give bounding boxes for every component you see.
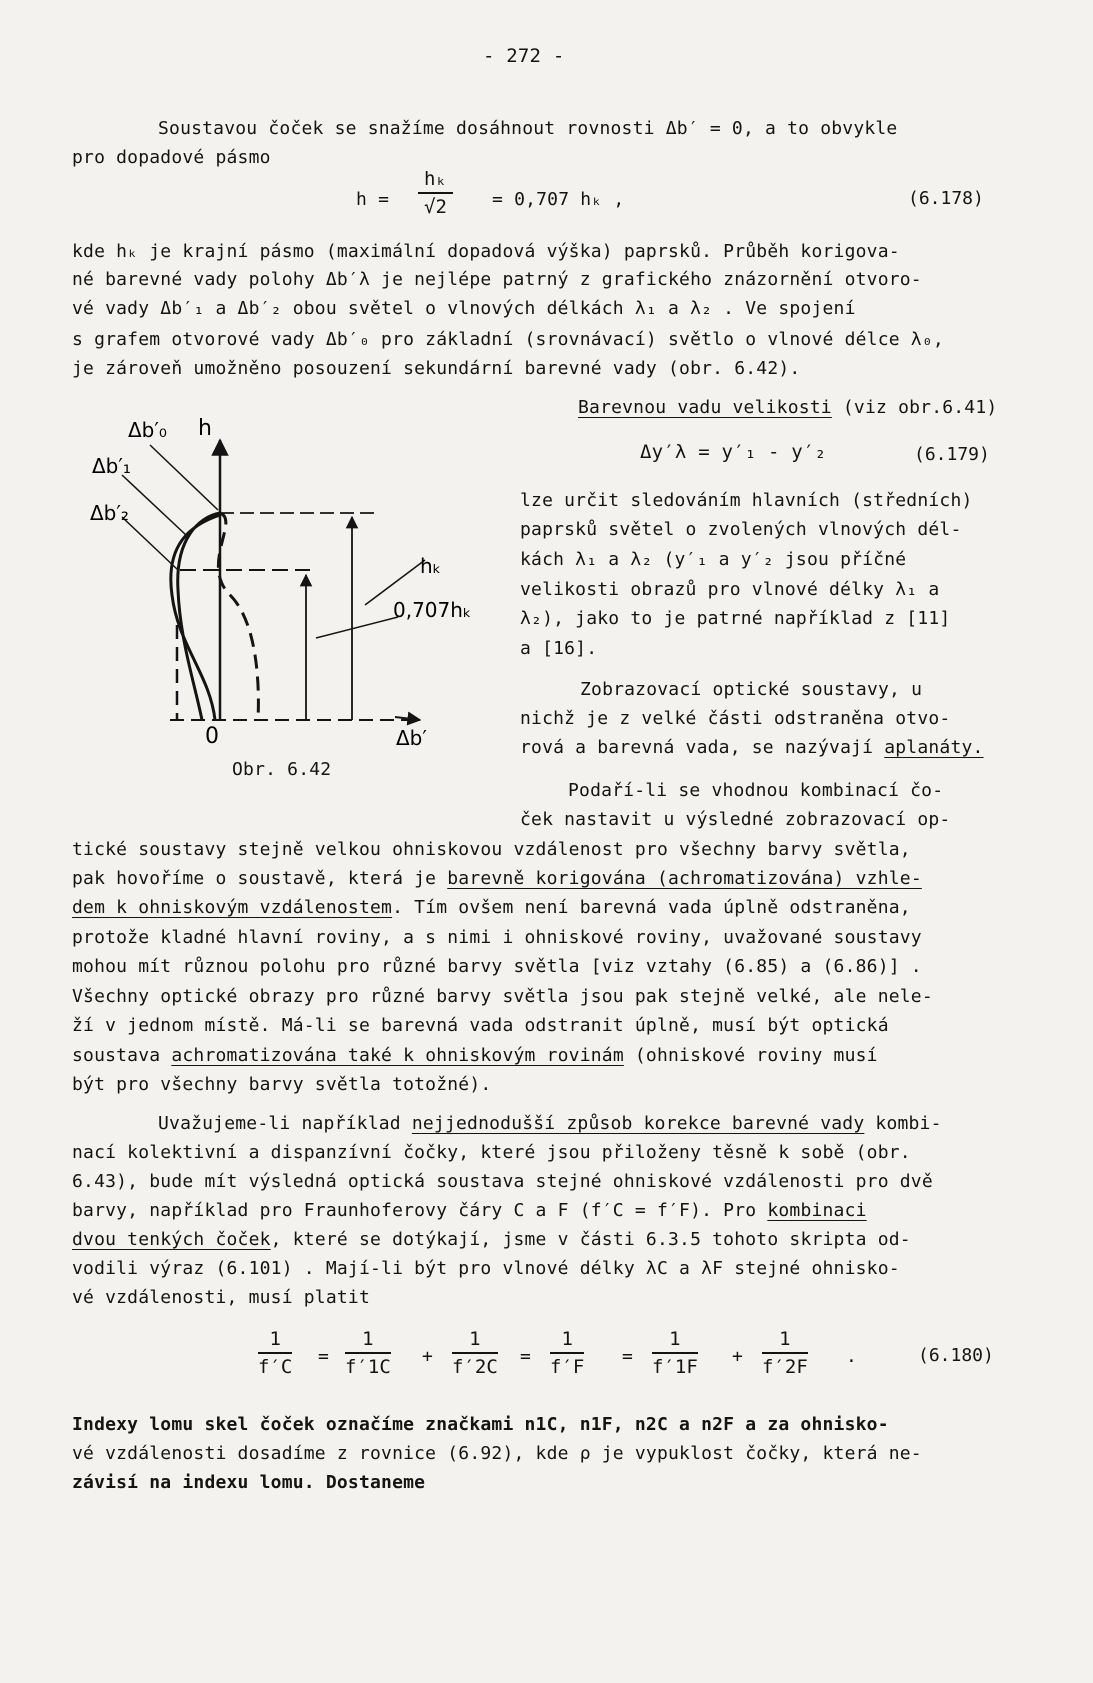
label-hk: hₖ [420,554,442,578]
para4-line-1 [158,1112,942,1136]
para3-line-7: ží v jednom místě. Má-li se barevná vada odstranit úplně, musí být optická [72,1015,889,1036]
eq-180-num-3: 1 [452,1328,498,1354]
eq-180-op-1: = [318,1346,330,1367]
para3-line-8 [72,1044,878,1068]
final-line-1: Indexy lomu skel čoček označíme značkami n1C, n1F, n2C a n2F a za ohnisko- [72,1414,889,1435]
label-b2: Δb′₂ [90,501,129,525]
eq-178-numerator: hₖ [418,168,453,194]
eq-180-number: (6.180) [918,1345,994,1366]
eq-179-number: (6.179) [914,444,990,465]
para4-line-5 [72,1228,911,1252]
right-line-6: a [16]. [520,638,598,659]
aplanaty-term: aplanáty. [884,737,984,758]
para1-line-5: je zároveň umožněno posouzení sekundární barevné vady (obr. 6.42). [72,358,801,379]
eq-180-op-4: = [622,1346,634,1367]
eq-180-den-3: f′2C [452,1356,498,1378]
eq-178-number: (6.178) [908,188,984,209]
eq-180-num-5: 1 [652,1328,698,1354]
right-line-1: lze určit sledováním hlavních (středních) [520,490,973,511]
para3-line-3-text: . Tím ovšem není barevná vada úplně odstraněna, [392,897,911,918]
right-heading-rest: (viz obr.6.41) [831,397,998,418]
para4-term-correction: nejjednodušší způsob korekce barevné vady [411,1113,865,1134]
para3-line-5: mohou mít různou polohu pro různé barvy světla [viz vztahy (6.85) a (6.86)] . [72,956,922,977]
label-h: h [198,416,212,441]
figure-6-42 [80,395,580,775]
label-b1: Δb′₁ [92,454,131,478]
eq-180-frac-6 [762,1328,808,1378]
right-para3-line-1: Podaří-li se vhodnou kombinací čo- [568,780,944,801]
right-para3-line-2: ček nastavit u výsledné zobrazovací op- [520,809,951,830]
para3-line-8-b: (ohniskové roviny musí [623,1045,878,1066]
right-line-3: kách λ₁ a λ₂ (y′₁ a y′₂ jsou příčné [520,549,907,570]
para3-line-4: protože kladné hlavní roviny, a s nimi i ohniskové roviny, uvažované soustavy [72,927,922,948]
para4-line-4 [72,1199,867,1223]
eq-180-den-6: f′2F [762,1356,808,1378]
para4-line-2: nací kolektivní a dispanzívní čočky, které jsou přiloženy těsně k sobě (obr. [72,1142,911,1163]
right-para2-line-2: nichž je z velké části odstraněna otvo- [520,708,951,729]
para3-line-3 [72,896,911,920]
para4-term-combination: kombinaci [767,1200,867,1221]
para4-term-thin-lenses: dvou tenkých čoček [72,1229,271,1250]
eq-180-op-2: + [422,1346,434,1367]
right-para2-line-1: Zobrazovací optické soustavy, u [580,679,923,700]
figure-caption: Obr. 6.42 [232,759,332,780]
right-line-4: velikosti obrazů pro vlnové délky λ₁ a [520,579,940,600]
para3-line-1: tické soustavy stejně velkou ohniskovou vzdálenost pro všechny barvy světla, [72,839,911,860]
para1-line-1: kde hₖ je krajní pásmo (maximální dopadová výška) paprsků. Průběh korigova- [72,241,900,262]
para3-line-8-a: soustava [72,1045,172,1066]
para1-line-2: né barevné vady polohy Δb′λ je nejlépe patrný z grafického znázornění otvoro- [72,269,922,290]
page-number: - 272 - [483,45,565,67]
para4-line-3: 6.43), bude mít výsledná optická soustava stejné ohniskové vzdálenosti pro dvě [72,1171,933,1192]
para3-term-focal: dem k ohniskovým vzdálenostem [72,897,393,918]
para4-line-6: vodili výraz (6.101) . Mají-li být pro vlnové délky λC a λF stejné ohnisko- [72,1258,900,1279]
eq-180-den-4: f′F [550,1356,585,1378]
curve-b2 [218,513,258,720]
eq-178-fraction [418,168,453,218]
eq-180-den-2: f′1C [345,1356,391,1378]
eq-178-rhs: = 0,707 hₖ , [492,189,625,210]
eq-180-frac-4 [550,1328,584,1378]
label-0707: 0,707hₖ [393,598,472,622]
eq-180-num-4: 1 [550,1328,584,1354]
eq-180-num-2: 1 [345,1328,391,1354]
eq-180-den-1: f′C [258,1356,293,1378]
eq-180-frac-2 [345,1328,391,1378]
curve-b1 [178,513,220,720]
intro-line-1: Soustavou čoček se snažíme dosáhnout rovnosti Δb′ = 0, a to obvykle [158,118,898,139]
right-para2-line-3 [520,736,984,760]
eq-180-den-5: f′1F [652,1356,698,1378]
right-line-2: paprsků světel o zvolených vlnových dél- [520,519,962,540]
h0707-leader [316,617,398,638]
eq-178-denominator: √2 [424,196,447,218]
eq-180-op-3: = [520,1346,532,1367]
right-heading-underlined: Barevnou vadu velikosti [578,397,832,418]
para3-term-planes: achromatizována také k ohniskovým rovinám [171,1045,624,1066]
right-para2-text: rová a barevná vada, se nazývají [520,737,885,758]
para3-line-6: Všechny optické obrazy pro různé barvy světla jsou pak stejně velké, ale nele- [72,986,933,1007]
right-heading [578,396,997,420]
para3-term-achromat: barevně korigována (achromatizována) vzhle- [447,868,922,889]
para4-line-7: vé vzdálenosti, musí platit [72,1287,370,1308]
final-line-3: závisí na indexu lomu. Dostaneme [72,1472,426,1493]
para3-line-9: být pro všechny barvy světla totožné). [72,1074,492,1095]
intro-line-2: pro dopadové pásmo [72,147,271,168]
para4-line-4-a: barvy, například pro Fraunhoferovy čáry C a F (f′C = f′F). Pro [72,1200,768,1221]
eq-180-op-6: . [846,1346,858,1367]
para3-line-2 [72,867,922,891]
label-b0: Δb′₀ [128,418,167,442]
b2-leader [122,517,178,570]
para3-line-2-text: pak hovoříme o soustavě, která je [72,868,448,889]
eq-180-frac-1 [258,1328,292,1378]
right-line-5: λ₂), jako to je patrné například z [11] [520,608,951,629]
eq-180-num-1: 1 [258,1328,292,1354]
para4-line-1-b: kombi- [864,1113,942,1134]
para4-line-1-a: Uvažujeme-li například [158,1113,412,1134]
eq-180-frac-3 [452,1328,498,1378]
para1-line-3: vé vady Δb′₁ a Δb′₂ obou světel o vlnových délkách λ₁ a λ₂ . Ve spojení [72,298,856,319]
eq-180-frac-5 [652,1328,698,1378]
final-line-2: vé vzdálenosti dosadíme z rovnice (6.92), kde ρ je vypuklost čočky, která ne- [72,1443,922,1464]
eq-178-lhs: h = [356,189,390,210]
eq-180-op-5: + [732,1346,744,1367]
eq-179: Δy′λ = y′₁ - y′₂ [640,441,827,463]
label-axis-b: Δb′ [396,726,427,750]
b0-leader [150,445,218,510]
eq-180-num-6: 1 [762,1328,808,1354]
para1-line-4: s grafem otvorové vady Δb′₀ pro základní (srovnávací) světlo o vlnové délce λ₀, [72,329,944,350]
label-origin: 0 [205,724,219,749]
para4-line-5-b: , které se dotýkají, jsme v části 6.3.5 tohoto skripta od- [270,1229,911,1250]
